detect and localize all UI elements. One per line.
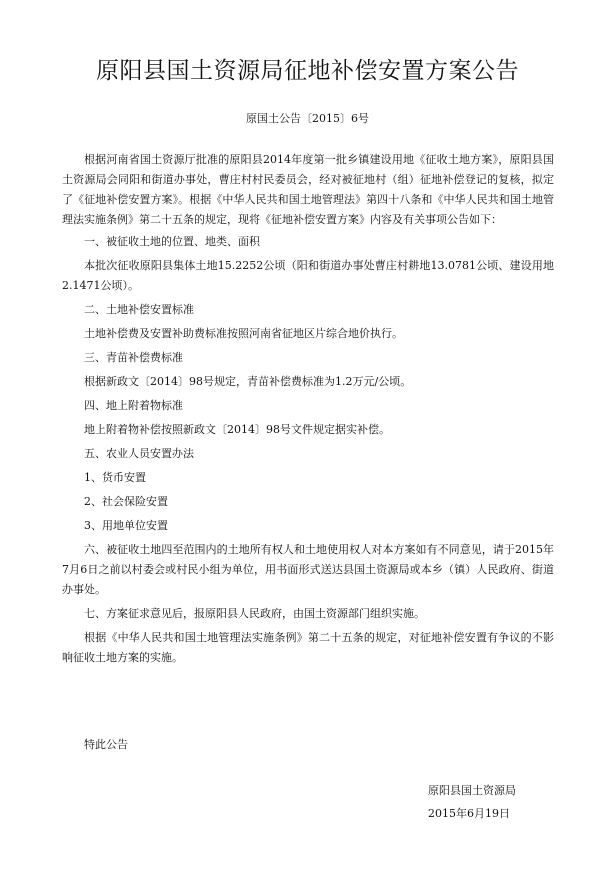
- section-text-crop-compensation: 根据新政文〔2014〕98号规定，青苗补偿费标准为1.2万元/公顷。: [84, 375, 412, 388]
- resettlement-item: 1、货币安置: [84, 471, 146, 484]
- document-number: 原国土公告〔2015〕6号: [246, 112, 369, 125]
- page-title: 原阳县国土资源局征地补偿安置方案公告: [96, 58, 519, 84]
- signature-org: 原阳县国土资源局: [428, 784, 516, 797]
- section-text-land-compensation: 土地补偿费及安置补助费标准按照河南省征地区片综合地价执行。: [84, 327, 403, 340]
- closing-text: 特此公告: [84, 738, 128, 751]
- section-text-attachments: 地上附着物补偿按照新政文〔2014〕98号文件规定据实补偿。: [84, 423, 390, 436]
- section-objections: 六、被征收土地四至范围内的土地所有权人和土地使用权人对本方案如有不同意见，请于2015年7月6日之前以村委会或村民小组为单位，用书面形式送达县国土资源局或本乡（镇）人民政府、街道办事处。: [62, 543, 554, 596]
- intro-paragraph: 根据河南省国土资源厅批准的原阳县2014年度第一批乡镇建设用地《征收土地方案》，原阳县国土资源局会同阳和街道办事处，曹庄村村民委员会，经对被征地村（组）征地补偿登记的复核，拟定了《征地补偿安置方案》。根据《中华人民共和国土地管理法》第四十八条和《中华人民共和国土地管理法实施条例》第二十五条的规定，现将《征地补偿安置方案》内容及有关事项公告如下：: [62, 153, 554, 226]
- notice-body: [62, 150, 554, 672]
- section-heading-crop-compensation: 三、青苗补偿费标准: [84, 351, 183, 364]
- section-heading-location: 一、被征收土地的位置、地类、面积: [84, 235, 260, 248]
- resettlement-item: 2、社会保险安置: [84, 495, 168, 508]
- signature-date: 2015年6月19日: [428, 807, 510, 820]
- resettlement-item: 3、用地单位安置: [84, 519, 168, 532]
- dispute-clause: 根据《中华人民共和国土地管理法实施条例》第二十五条的规定，对征地补偿安置有争议的不影响征收土地方案的实施。: [62, 631, 554, 664]
- section-implementation: 七、方案征求意见后，报原阳县人民政府，由国土资源部门组织实施。: [84, 607, 425, 620]
- section-heading-attachments: 四、地上附着物标准: [84, 399, 183, 412]
- section-heading-resettlement: 五、农业人员安置办法: [84, 447, 194, 460]
- section-text-location: 本批次征收原阳县集体土地15.2252公顷（阳和街道办事处曹庄村耕地13.0781公顷、建设用地2.1471公顷）。: [62, 259, 554, 292]
- section-heading-land-compensation: 二、土地补偿安置标准: [84, 303, 194, 316]
